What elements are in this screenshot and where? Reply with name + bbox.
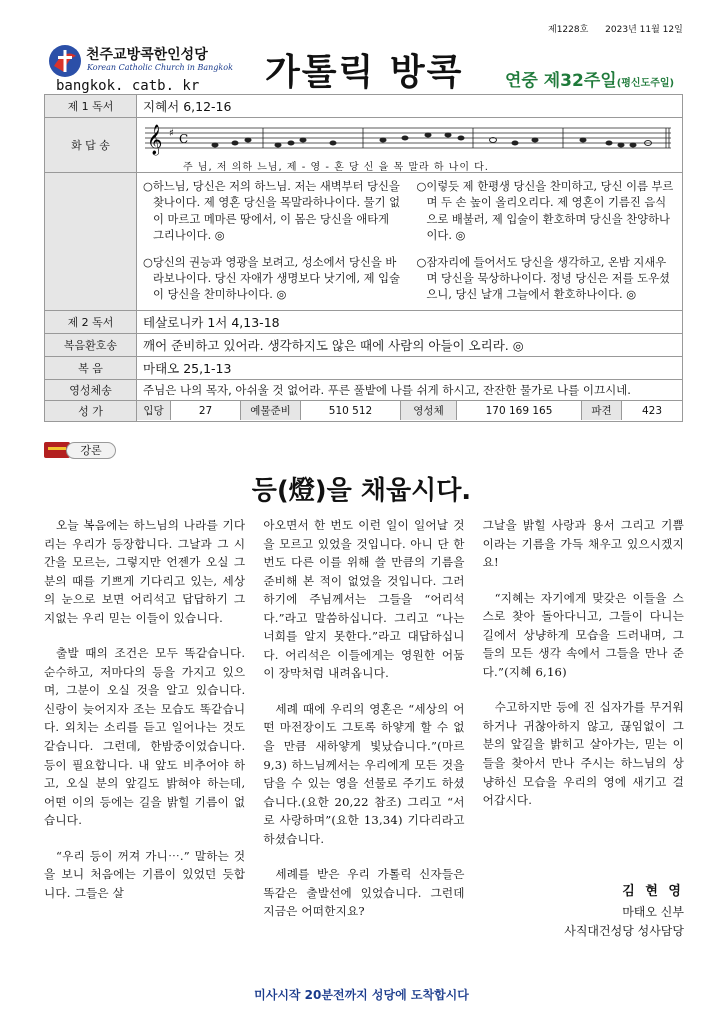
paragraph: 출발 때의 조건은 모두 똑같습니다. 순수하고, 저마다의 등을 가지고 있으며, 그분이 오실 것을 알고 있습니다. 신랑이 늦어지자 조는 모습도 똑같습니다. 외치는 소리를 듣고 일어나는 것도 같습니다. 그런데, 한밤중이었습니다. 등이 필요합니다. 내 앞도 비추어야 하고, 오실 분의 앞길도 밝혀야 하는데, 어떤 이의 등에는 길을 밝힐 기름이 없습니다. xyxy=(44,646,246,828)
communion-antiphon-row xyxy=(45,379,683,400)
footer-notice: 미사시작 20분전까지 성당에 도착합시다 xyxy=(254,988,469,1002)
communion-antiphon-label: 영성체송 xyxy=(45,379,137,400)
psalm-content xyxy=(137,118,683,173)
church-logo-icon xyxy=(48,44,82,78)
sermon-badge-label: 강론 xyxy=(66,442,116,459)
paragraph: “지혜는 자기에게 맞갖은 이들을 스스로 찾아 돌아다니고, 그들이 다니는 길에서 상냥하게 모습을 드러내며, 그들의 모든 생각 속에서 그들을 만나 준다.”(지혜 6,16) xyxy=(482,590,684,679)
hymn-offertory-value: 510 512 xyxy=(301,401,401,420)
hymn-recessional-label: 파견 xyxy=(582,401,622,420)
reading1-row xyxy=(45,95,683,118)
psalm-row xyxy=(45,118,683,173)
paragraph: 세례 때에 우리의 영혼은 “세상의 어떤 마전장이도 그토록 하얗게 할 수 없을 만큼 새하얗게 빛났습니다.”(마르 9,3) 하느님께서는 우리에게 모든 것을 담을 수 있는 영을 선물로 주기도 하셨습니다.(요한 20,22 참조) 그리고 “서로 사랑하며”(요한 13,34) 기다리라고 하셨습니다. xyxy=(263,701,465,846)
psalm-verse-2: ○이렇듯 제 한평생 당신을 찬미하고, 당신 이름 부르며 두 손 높이 올리오리다. 제 영혼이 기름진 음식으로 배불러, 제 입술이 환호하며 당신을 찬양하나이다. ◎ xyxy=(416,180,674,243)
psalm-lyrics: 주 님, 저 의하 느님, 제 - 영 - 혼 당 신 을 목 말라 하 나이 다. xyxy=(183,162,489,173)
sunday-subtitle: (평신도주일) xyxy=(616,78,675,89)
issue-number: 제1228호 xyxy=(548,25,589,35)
gospel-value: 마태오 25,1-13 xyxy=(137,356,683,379)
reading1-label: 제 1 독서 xyxy=(45,95,137,118)
sermon-signature xyxy=(520,882,684,941)
hymn-offertory-label: 예물준비 xyxy=(241,401,301,420)
reading1-value: 지혜서 6,12-16 xyxy=(137,95,683,118)
liturgical-sunday xyxy=(505,66,674,91)
paragraph: 아오면서 한 번도 이런 일이 일어날 것을 모르고 있었을 것입니다. 아니 단 한 번도 다른 이를 위해 쓸 만큼의 기름을 준비해 본 적이 없었을 것입니다. 그러하기에 주님께서는 그들을 “어리석다.”라고 말씀하십니다. 그리고 “나는 너희를 알지 못한다.”라고 대답하십니다. 어리석은 이들에게는 영원한 어둠이 장막처럼 내려옵니다. xyxy=(263,518,465,681)
alleluia-value: 깨어 준비하고 있어라. 생각하지도 않은 때에 사람의 아들이 오리라. ◎ xyxy=(137,333,683,356)
hymn-label: 성 가 xyxy=(45,400,137,421)
issue-info xyxy=(548,22,697,35)
paragraph: 수고하지만 등에 진 십자가를 무거워하거나 귀찮아하지 않고, 끊임없이 그분의 앞길을 밝히고 살아가는, 믿는 이들을 찾아서 만나 주시는 하느님의 상냥하신 모습을 우리의 영에 새기고 걸어갑시다. xyxy=(482,700,684,808)
paragraph: 그날을 밝힐 사랑과 용서 그리고 기쁨이라는 기름을 가득 채우고 있으시겠지요! xyxy=(482,518,684,570)
author-role: 사직대건성당 성사담당 xyxy=(564,923,684,938)
sermon-badge xyxy=(44,440,124,460)
psalm-verses-label xyxy=(45,173,137,311)
psalm-verse-3: ○당신의 권능과 영광을 보려고, 성소에서 당신을 바라보나이다. 당신 자애가 생명보다 낫기에, 제 입술이 당신을 찬미하나이다. ◎ xyxy=(143,255,400,302)
hymn-communion-label: 영성체 xyxy=(401,401,457,420)
psalm-verse-4: ○잠자리에 들어서도 당신을 생각하고, 온밤 지새우며 당신을 묵상하나이다. 정녕 당신은 저를 도우셨으니, 당신 날개 그늘에서 환호하나이다. ◎ xyxy=(416,255,670,302)
communion-antiphon-value: 주님은 나의 목자, 아쉬울 것 없어라. 푸른 풀밭에 나를 쉬게 하시고, 잔잔한 물가로 나를 이끄시네. xyxy=(137,379,683,400)
paragraph: 오늘 복음에는 하느님의 나라를 기다리는 우리가 등장합니다. 그날과 그 시간을 모르는, 그렇지만 언젠가 오실 그 분의 때를 기쁘게 기다리고 있는, 세상의 눈으로 보면 어리석고 답답하기 그지없는 우리 믿는 이들이 있습니다. xyxy=(44,518,246,625)
church-english-name: Korean Catholic Church in Bangkok xyxy=(87,63,233,72)
hymn-communion-value: 170 169 165 xyxy=(457,401,582,420)
church-website[interactable]: bangkok. catb. kr xyxy=(56,78,200,94)
reading2-row xyxy=(45,310,683,333)
sermon-title: 등(燈)을 채웁시다. xyxy=(251,476,472,506)
church-name: 천주교방콕한인성당 xyxy=(86,47,208,63)
reading2-value: 테살로니카 1서 4,13-18 xyxy=(137,310,683,333)
reading2-label: 제 2 독서 xyxy=(45,310,137,333)
sermon-column-1 xyxy=(44,516,245,956)
gospel-row xyxy=(45,356,683,379)
hymn-entrance-label: 입당 xyxy=(137,401,171,420)
paragraph: 세례를 받은 우리 가톨릭 신자들은 똑같은 출발선에 있었습니다. 그런데 지금은 어떠한지요? xyxy=(263,867,465,919)
newsletter-title: 가톨릭 방콕 xyxy=(265,52,464,93)
psalm-verses xyxy=(137,173,683,311)
liturgy-table xyxy=(44,94,683,422)
author-name: 김 현 영 xyxy=(622,884,684,899)
alleluia-row xyxy=(45,333,683,356)
paragraph: “우리 등이 꺼져 가니⋯.” 말하는 것을 보니 처음에는 기름이 있었던 듯합니다. 그들은 살 xyxy=(44,848,246,900)
hymn-recessional-value: 423 xyxy=(641,404,663,417)
svg-text:C: C xyxy=(179,132,189,146)
issue-date: 2023년 11월 12일 xyxy=(605,25,683,35)
psalm-music-staff xyxy=(143,120,676,173)
svg-text:♯: ♯ xyxy=(169,128,174,139)
svg-text:𝄞: 𝄞 xyxy=(147,125,163,155)
sunday-name: 연중 제32주일 xyxy=(505,71,617,91)
alleluia-label: 복음환호송 xyxy=(45,333,137,356)
hymn-numbers xyxy=(137,400,683,421)
psalm-label: 화 답 송 xyxy=(45,118,137,173)
sermon-column-2 xyxy=(263,516,464,956)
author-title: 마태오 신부 xyxy=(622,904,684,919)
hymn-row xyxy=(45,400,683,421)
psalm-verse-1: ○하느님, 당신은 저의 하느님. 저는 새벽부터 당신을 찾나이다. 제 영혼 당신을 목말라하나이다. 물기 없이 마르고 메마른 땅에서, 이 몸은 당신을 애타게 그리나이다. ◎ xyxy=(143,180,400,243)
hymn-entrance-value: 27 xyxy=(171,401,241,420)
music-notation-icon xyxy=(143,120,673,160)
gospel-label: 복 음 xyxy=(45,356,137,379)
psalm-verses-row xyxy=(45,173,683,311)
